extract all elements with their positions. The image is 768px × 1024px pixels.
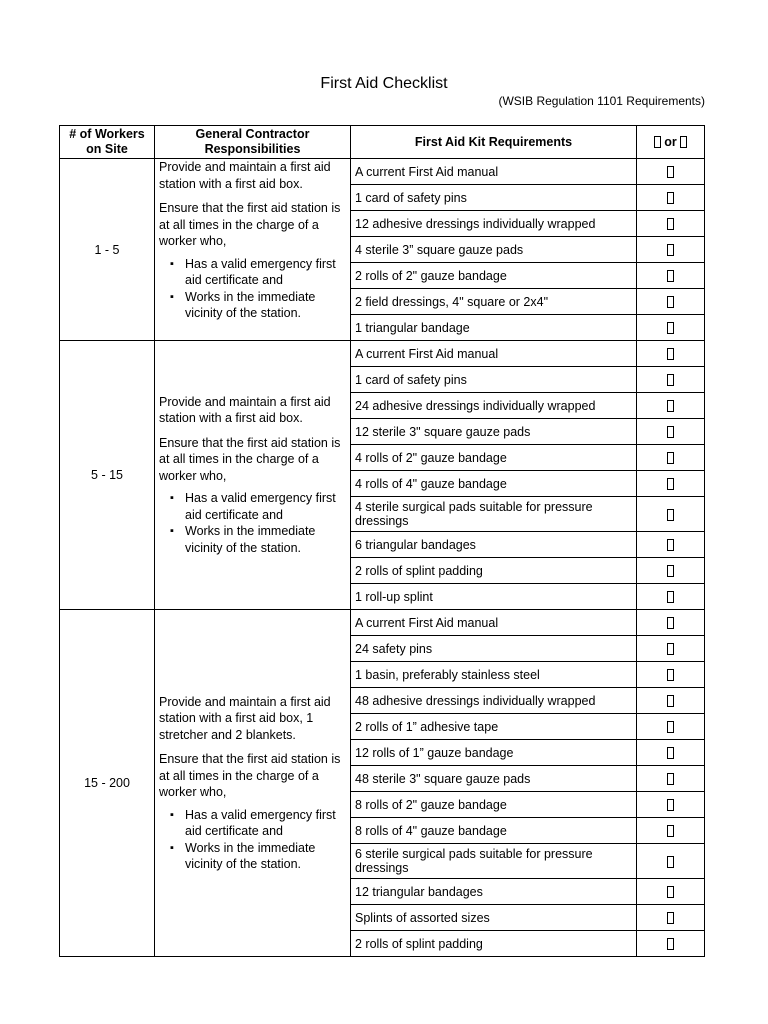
responsibility-bullet: ▪ Has a valid emergency first aid certificate and [181, 256, 346, 289]
workers-range: 1 - 5 [60, 159, 155, 341]
checkbox-cell[interactable] [637, 905, 705, 931]
kit-item: 8 rolls of 2" gauze bandage [351, 792, 637, 818]
kit-item: 4 sterile 3” square gauze pads [351, 237, 637, 263]
checkbox-cell[interactable] [637, 341, 705, 367]
kit-item: 1 card of safety pins [351, 185, 637, 211]
checkbox-icon[interactable] [667, 938, 674, 950]
checklist-table [59, 125, 705, 957]
checkbox-cell[interactable] [637, 211, 705, 237]
responsibility-bullet: ▪ Works in the immediate vicinity of the station. [181, 523, 346, 556]
kit-item: A current First Aid manual [351, 341, 637, 367]
responsibility-text: Ensure that the first aid station is at all times in the charge of a worker who, [159, 201, 341, 248]
checkbox-cell[interactable] [637, 879, 705, 905]
kit-item: 2 rolls of 1” adhesive tape [351, 714, 637, 740]
kit-item: 4 sterile surgical pads suitable for pressure dressings [351, 497, 637, 532]
responsibility-bullet: ▪ Works in the immediate vicinity of the station. [181, 289, 346, 322]
checkbox-cell[interactable] [637, 740, 705, 766]
page-subtitle: (WSIB Regulation 1101 Requirements) [498, 94, 705, 108]
checkbox-icon[interactable] [667, 452, 674, 464]
kit-item: 24 safety pins [351, 636, 637, 662]
kit-item: 12 sterile 3" square gauze pads [351, 419, 637, 445]
workers-range: 5 - 15 [60, 341, 155, 610]
checkbox-cell[interactable] [637, 315, 705, 341]
kit-item: A current First Aid manual [351, 159, 637, 185]
table-row [60, 610, 705, 636]
checkbox-icon[interactable] [667, 426, 674, 438]
checkbox-icon[interactable] [667, 400, 674, 412]
checkbox-cell[interactable] [637, 610, 705, 636]
kit-item: 48 adhesive dressings individually wrapped [351, 688, 637, 714]
checkbox-cell[interactable] [637, 237, 705, 263]
checkbox-cell[interactable] [637, 584, 705, 610]
responsibility-list [159, 490, 346, 556]
checkbox-icon [654, 136, 661, 148]
checkbox-cell[interactable] [637, 289, 705, 315]
checkbox-icon[interactable] [667, 721, 674, 733]
checkbox-icon[interactable] [667, 591, 674, 603]
header-check: or [637, 126, 705, 159]
checkbox-icon[interactable] [667, 218, 674, 230]
responsibility-text: Provide and maintain a first aid station with a first aid box. [159, 394, 331, 426]
checkbox-cell[interactable] [637, 688, 705, 714]
checkbox-cell[interactable] [637, 532, 705, 558]
checkbox-icon[interactable] [667, 565, 674, 577]
kit-item: A current First Aid manual [351, 610, 637, 636]
checked-checkbox-icon [680, 136, 687, 148]
checkbox-icon[interactable] [667, 695, 674, 707]
checkbox-icon[interactable] [667, 296, 674, 308]
checkbox-cell[interactable] [637, 766, 705, 792]
checkbox-cell[interactable] [637, 792, 705, 818]
checkbox-cell[interactable] [637, 558, 705, 584]
checkbox-cell[interactable] [637, 393, 705, 419]
checkbox-icon[interactable] [667, 348, 674, 360]
checkbox-icon[interactable] [667, 799, 674, 811]
checkbox-cell[interactable] [637, 636, 705, 662]
responsibility-bullet: ▪ Has a valid emergency first aid certificate and [181, 807, 346, 840]
checkbox-cell[interactable] [637, 159, 705, 185]
responsibility-bullet: ▪ Works in the immediate vicinity of the station. [181, 840, 346, 873]
kit-item: 48 sterile 3" square gauze pads [351, 766, 637, 792]
checkbox-icon[interactable] [667, 270, 674, 282]
header-kit: First Aid Kit Requirements [351, 126, 637, 159]
responsibility-list [159, 256, 346, 322]
checkbox-icon[interactable] [667, 192, 674, 204]
checkbox-icon[interactable] [667, 886, 674, 898]
kit-item: 4 rolls of 4" gauze bandage [351, 471, 637, 497]
kit-item: 8 rolls of 4" gauze bandage [351, 818, 637, 844]
checkbox-icon[interactable] [667, 166, 674, 178]
checkbox-cell[interactable] [637, 419, 705, 445]
checkbox-cell[interactable] [637, 662, 705, 688]
kit-item: 1 basin, preferably stainless steel [351, 662, 637, 688]
kit-item: 1 card of safety pins [351, 367, 637, 393]
responsibility-bullet: ▪ Has a valid emergency first aid certificate and [181, 490, 346, 523]
responsibilities-cell [155, 341, 351, 610]
responsibility-text: Provide and maintain a first aid station with a first aid box. [159, 160, 331, 191]
header-responsibilities: General Contractor Responsibilities [155, 126, 351, 159]
checkbox-icon[interactable] [667, 539, 674, 551]
checkbox-icon[interactable] [667, 912, 674, 924]
checkbox-icon[interactable] [667, 825, 674, 837]
kit-item: 12 triangular bandages [351, 879, 637, 905]
header-workers: # of Workers on Site [60, 126, 155, 159]
checkbox-icon[interactable] [667, 244, 674, 256]
checkbox-icon[interactable] [667, 374, 674, 386]
checkbox-icon[interactable] [667, 669, 674, 681]
responsibility-text: Provide and maintain a first aid station with a first aid box, 1 stretcher and 2 blankets. [159, 694, 331, 742]
checkbox-cell[interactable] [637, 931, 705, 957]
kit-item: 2 rolls of splint padding [351, 558, 637, 584]
checkbox-cell[interactable] [637, 445, 705, 471]
checkbox-icon[interactable] [667, 509, 674, 521]
kit-item: Splints of assorted sizes [351, 905, 637, 931]
checkbox-icon[interactable] [667, 773, 674, 785]
responsibility-list [159, 807, 346, 873]
page-title: First Aid Checklist [320, 75, 448, 92]
checkbox-cell[interactable] [637, 844, 705, 879]
kit-item: 12 adhesive dressings individually wrapped [351, 211, 637, 237]
checkbox-cell[interactable] [637, 471, 705, 497]
checkbox-cell[interactable] [637, 185, 705, 211]
checkbox-icon[interactable] [667, 643, 674, 655]
kit-item: 2 rolls of splint padding [351, 931, 637, 957]
kit-item: 6 triangular bandages [351, 532, 637, 558]
kit-item: 1 roll-up splint [351, 584, 637, 610]
checkbox-cell[interactable] [637, 497, 705, 532]
kit-item: 2 rolls of 2" gauze bandage [351, 263, 637, 289]
checkbox-icon[interactable] [667, 856, 674, 868]
checkbox-icon[interactable] [667, 617, 674, 629]
kit-item: 2 field dressings, 4" square or 2x4" [351, 289, 637, 315]
checkbox-icon[interactable] [667, 747, 674, 759]
table-row [60, 159, 705, 185]
kit-item: 4 rolls of 2" gauze bandage [351, 445, 637, 471]
kit-item: 24 adhesive dressings individually wrapped [351, 393, 637, 419]
responsibilities-cell [155, 159, 351, 341]
responsibility-text: Ensure that the first aid station is at all times in the charge of a worker who, [159, 435, 341, 483]
table-row [60, 341, 705, 367]
kit-item: 1 triangular bandage [351, 315, 637, 341]
kit-item: 6 sterile surgical pads suitable for pressure dressings [351, 844, 637, 879]
checkbox-icon[interactable] [667, 478, 674, 490]
checkbox-cell[interactable] [637, 714, 705, 740]
responsibilities-cell [155, 610, 351, 957]
checkbox-cell[interactable] [637, 263, 705, 289]
checkbox-cell[interactable] [637, 818, 705, 844]
kit-item: 12 rolls of 1” gauze bandage [351, 740, 637, 766]
checkbox-icon[interactable] [667, 322, 674, 334]
workers-range: 15 - 200 [60, 610, 155, 957]
responsibility-text: Ensure that the first aid station is at all times in the charge of a worker who, [159, 752, 341, 799]
checkbox-cell[interactable] [637, 367, 705, 393]
